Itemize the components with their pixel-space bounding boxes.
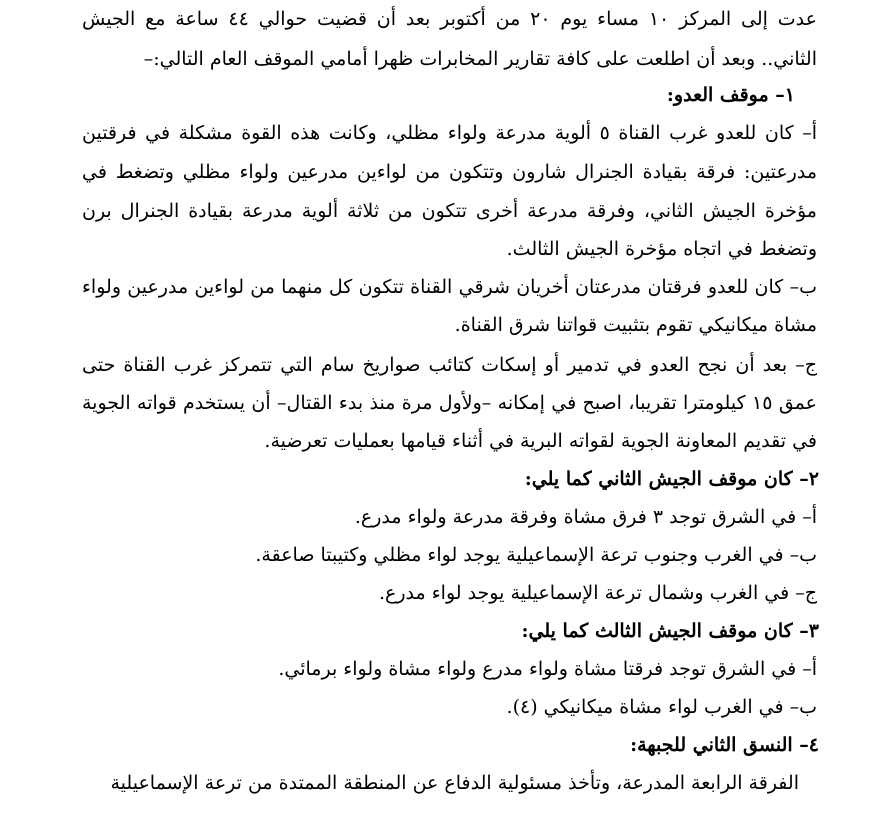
paragraph-line-18: أ– في الشرق توجد فرقتا مشاة ولواء مدرع ولواء مشاة ولواء برمائي.	[278, 658, 817, 680]
paragraph-line-6: مؤخرة الجيش الثاني، وفرقة مدرعة أخرى تتكون من ثلاثة ألوية مدرعة بقيادة الجنرال برن	[82, 200, 817, 222]
paragraph-line-11: عمق ١٥ كيلومترا تقريبا، اصبح في إمكانه –ولأول مرة منذ بدء القتال– أن يستخدم قواته الجوية	[82, 392, 817, 414]
paragraph-line-19: ب– في الغرب لواء مشاة ميكانيكي (٤).	[506, 696, 817, 718]
paragraph-line-14: أ– في الشرق توجد ٣ فرق مشاة وفرقة مدرعة ولواء مدرع.	[354, 506, 817, 528]
paragraph-line-21: الفرقة الرابعة المدرعة، وتأخذ مسئولية الدفاع عن المنطقة الممتدة من ترعة الإسماعيلية	[110, 772, 799, 794]
paragraph-line-2: الثاني.. وبعد أن اطلعت على كافة تقارير المخابرات ظهرا أمامي الموقف العام التالي:–	[143, 48, 817, 70]
section-heading-enemy: ١– موقف العدو:	[666, 84, 795, 106]
paragraph-line-10: ج– بعد أن نجح العدو في تدمير أو إسكات كتائب صواريخ سام التي تتمركز غرب القناة حتى	[82, 354, 817, 376]
paragraph-line-9: مشاة ميكانيكي تقوم بتثبيت قواتنا شرق القناة.	[454, 314, 817, 336]
paragraph-line-7: وتضغط في اتجاه مؤخرة الجيش الثالث.	[506, 238, 817, 260]
section-heading-second-echelon: ٤– النسق الثاني للجبهة:	[630, 734, 819, 756]
section-heading-second-army: ٢– كان موقف الجيش الثاني كما يلي:	[524, 468, 819, 490]
paragraph-line-15: ب– في الغرب وجنوب ترعة الإسماعيلية يوجد لواء مظلي وكتيبتا صاعقة.	[255, 544, 817, 566]
paragraph-line-8: ب– كان للعدو فرقتان مدرعتان أخريان شرقي القناة تتكون كل منهما من لواءين مدرعين ولواء	[82, 276, 817, 298]
paragraph-line-1: عدت إلى المركز ١٠ مساء يوم ٢٠ من أكتوبر بعد أن قضيت حوالي ٤٤ ساعة مع الجيش	[82, 8, 817, 30]
paragraph-line-12: في تقديم المعاونة الجوية لقواته البرية في أثناء قيامها بعمليات تعرضية.	[264, 430, 817, 452]
section-heading-third-army: ٣– كان موقف الجيش الثالث كما يلي:	[521, 620, 819, 642]
paragraph-line-4: أ– كان للعدو غرب القناة ٥ ألوية مدرعة ولواء مظلي، وكانت هذه القوة مشكلة في فرقتين	[82, 122, 817, 144]
paragraph-line-5: مدرعتين: فرقة بقيادة الجنرال شارون وتتكون من لواءين مدرعين ولواء مظلي وتضغط في	[82, 161, 817, 183]
paragraph-line-16: ج– في الغرب وشمال ترعة الإسماعيلية يوجد لواء مدرع.	[378, 582, 817, 604]
